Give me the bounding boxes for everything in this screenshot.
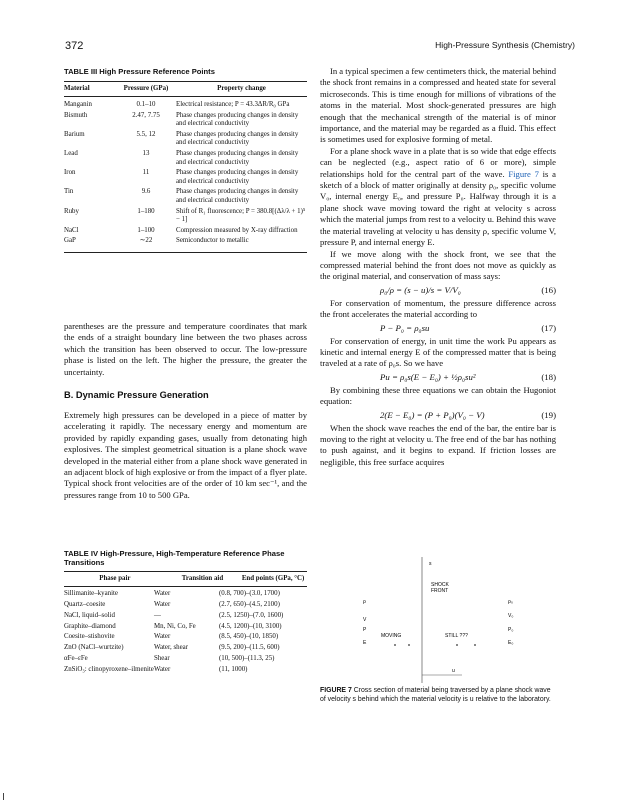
table-cell: 1–180 xyxy=(137,207,155,215)
equation-body: 2(E − E₀) = (P + P₀)(V₀ − V) xyxy=(380,409,485,420)
table-row xyxy=(64,612,307,623)
table-cell: (11, 1000) xyxy=(219,665,248,673)
table-row xyxy=(64,655,307,666)
table-row xyxy=(64,237,307,248)
table-cell: — xyxy=(154,611,161,619)
table-row xyxy=(64,169,307,188)
table-3-header: Property change xyxy=(217,85,266,92)
label-rho: ρ xyxy=(363,599,366,605)
table-row xyxy=(64,623,307,634)
table-3-header: Pressure (GPa) xyxy=(123,85,169,92)
table-row xyxy=(64,666,307,677)
equation-number: (18) xyxy=(541,371,556,382)
figure-7-link[interactable]: Figure 7 xyxy=(508,168,539,179)
table-cell: Semiconductor to metallic xyxy=(176,237,249,245)
table-cell: Sillimanite–kyanite xyxy=(64,590,118,598)
table-cell: (10, 500)–(11.3, 25) xyxy=(219,655,275,663)
table-3 xyxy=(64,67,307,253)
equation-17 xyxy=(320,322,556,335)
page-edge-mark xyxy=(3,793,4,800)
figure-caption-label: FIGURE 7 xyxy=(320,687,352,694)
page-number: 372 xyxy=(65,40,84,52)
table-cell: Phase changes producing changes in density and electrical conductivity xyxy=(176,112,299,128)
table-cell: 0.1–10 xyxy=(136,101,156,109)
table-cell: Mn, Ni, Co, Fe xyxy=(154,622,196,630)
table-row xyxy=(64,601,307,612)
table-3-grid xyxy=(64,85,307,93)
table-cell: Water xyxy=(154,601,171,609)
particle-dot xyxy=(394,644,396,646)
table-cell: Phase changes producing changes in density and electrical conductivity xyxy=(176,169,299,185)
label-e: E xyxy=(363,640,367,646)
table-cell: Compression measured by X-ray diffraction xyxy=(176,226,298,234)
paragraph: If we move along with the shock front, we see that the compressed material behind the front does not move as quickly as the original material, and conservation of mass says: xyxy=(320,248,556,282)
paragraph-text: For a plane shock wave in a plate that is so wide that edge effects can be neglected (e.g., aspect ratio of 6 or more), simple relationships hold for the central part of the wave. xyxy=(320,145,556,179)
figure-caption-text: Cross section of material being traversed by a plane shock wave of velocity s behind which the material velocity is u relative to the laboratory. xyxy=(320,687,551,703)
table-cell: Graphite–diamond xyxy=(64,622,116,630)
section-heading: B. Dynamic Pressure Generation xyxy=(64,390,209,401)
table-4-caption: TABLE IV High-Pressure, High-Temperature Reference Phase Transitions xyxy=(64,549,285,567)
table-cell: Phase changes producing changes in density and electrical conductivity xyxy=(176,150,299,166)
equation-number: (16) xyxy=(541,284,556,295)
label-p: P xyxy=(363,627,367,633)
table-row xyxy=(64,208,307,227)
table-cell: ∼22 xyxy=(139,237,153,245)
table-cell: Shift of R₁ fluorescence; P = 380.8[(Δλ/λ + 1)⁵ − 1] xyxy=(176,207,306,223)
table-cell: 5.5, 12 xyxy=(136,131,156,139)
left-text-1 xyxy=(64,321,307,501)
table-cell: 9.6 xyxy=(141,188,151,196)
paragraph: parentheses are the pressure and temperature coordinates that mark the ends of a straight boundary line between the two phases across which the transition has been observed to occur. The low-pressure phase is listed on the left. The higher the pressure, the greater the uncertainty. xyxy=(64,321,307,377)
table-row xyxy=(64,112,307,131)
table-cell: Water xyxy=(154,590,171,598)
table-cell: ZnSiO₃: clinopyroxene–ilmenite xyxy=(64,665,154,673)
equation-18 xyxy=(320,371,556,384)
table-4-header-row xyxy=(64,575,307,583)
table-cell: Ruby xyxy=(64,207,79,215)
equation-16 xyxy=(320,284,556,297)
table-cell: Barium xyxy=(64,131,85,139)
table-cell: Water xyxy=(154,633,171,641)
equation-body: Pu = ρ₀s(E − E₀) + ½ρ₀su² xyxy=(380,371,476,382)
table-cell: 13 xyxy=(142,150,150,158)
figure-7-diagram xyxy=(357,555,557,685)
table-4-body xyxy=(64,590,307,676)
table-cell: Iron xyxy=(64,169,76,177)
table-cell: (2.7, 650)–(4.5, 2100) xyxy=(219,601,280,609)
table-4-header: Phase pair xyxy=(99,575,131,582)
label-u: u xyxy=(452,668,455,674)
equation-number: (17) xyxy=(541,322,556,333)
running-title: High-Pressure Synthesis (Chemistry) xyxy=(435,40,575,50)
table-cell: 2.47, 7.75 xyxy=(132,112,160,120)
paragraph: In a typical specimen a few centimeters thick, the material behind the shock front remains in a compressed and heated state for several microseconds. This is time enough for millions of vibrations of the atoms in the material. Most shock-generated pressures are high enough that the mechanical strength of the material is of minor importance, and the material may be regarded as a fluid. This effect is sometimes used for explosive forming of metal. xyxy=(320,66,556,145)
label-shock: SHOCK xyxy=(431,582,449,588)
equation-19 xyxy=(320,409,556,422)
table-cell: Shear xyxy=(154,655,170,663)
label-e0: E₀ xyxy=(508,640,514,646)
table-cell: Manganin xyxy=(64,101,92,109)
equation-body: P − P₀ = ρ₀su xyxy=(380,322,430,333)
table-row xyxy=(64,633,307,644)
table-4-header: Transition aid xyxy=(181,575,224,582)
paragraph: For conservation of energy, in unit time the work Pu appears as kinetic and internal energy E of the compressed matter that is being traveled at a rate of ρ₀s. So we have xyxy=(320,335,556,369)
paragraph xyxy=(320,146,556,249)
table-cell: Lead xyxy=(64,150,78,158)
table-3-header: Material xyxy=(64,85,90,92)
table-cell: Phase changes producing changes in density and electrical conductivity xyxy=(176,131,299,147)
label-front: FRONT xyxy=(431,588,449,594)
table-3-header-row xyxy=(64,85,307,93)
table-cell: 1–100 xyxy=(137,226,155,234)
table-cell: Water, shear xyxy=(154,644,188,652)
equation-body: ρ₀/ρ = (s − u)/s = V/V₀ xyxy=(380,284,461,295)
label-p0: P₀ xyxy=(508,627,514,633)
table-3-body xyxy=(64,101,307,248)
table-row xyxy=(64,150,307,169)
label-v0: V₀ xyxy=(508,613,514,619)
figure-7-caption xyxy=(320,687,556,704)
table-cell: 11 xyxy=(142,169,150,177)
particle-dot xyxy=(474,644,476,646)
paragraph: Extremely high pressures can be developed in a piece of matter by accelerating it rapidly. The necessary energy and momentum are provided by rapidly expanding gases, usually from detonating high explosives. The simplest geometrical situation is a plane shock wave developed in the material either from a plane shock wave generated in an adjacent block of high explosive or from the impact of a flyer plate. Typical shock front velocities are of the order of 10 km sec⁻¹, and the pressures range from 10 to 500 GPa. xyxy=(64,410,307,500)
table-cell: (2.5, 1250)–(7.0, 1600) xyxy=(219,611,284,619)
right-text xyxy=(320,66,556,468)
particle-dot xyxy=(456,644,458,646)
table-cell: (9.5, 200)–(11.5, 600) xyxy=(219,644,280,652)
table-row xyxy=(64,131,307,150)
equation-number: (19) xyxy=(541,409,556,420)
table-cell: Quartz–coesite xyxy=(64,601,106,609)
table-4-header: End points (GPa, °C) xyxy=(241,575,305,582)
label-v: V xyxy=(363,617,367,623)
table-row xyxy=(64,227,307,238)
table-4 xyxy=(64,549,307,677)
paragraph: By combining these three equations we can obtain the Hugoniot equation: xyxy=(320,384,556,407)
table-cell: (8.5, 450)–(10, 1850) xyxy=(219,633,279,641)
paragraph: For conservation of momentum, the pressure difference across the front accelerates the material according to xyxy=(320,297,556,320)
paragraph: When the shock wave reaches the end of the bar, the entire bar is moving to the right at velocity u. The free end of the bar has nothing to push against, and it begins to expand. If friction losses are negligible, this free surface acquires xyxy=(320,422,556,467)
table-row xyxy=(64,188,307,207)
table-cell: Phase changes producing changes in density and electrical conductivity xyxy=(176,188,299,204)
label-s: s xyxy=(429,561,432,567)
table-cell: NaCl xyxy=(64,226,79,234)
label-rho0: ρ₀ xyxy=(508,599,513,605)
table-row xyxy=(64,101,307,112)
table-cell: Water xyxy=(154,665,171,673)
particle-dot xyxy=(408,644,410,646)
table-cell: Electrical resistance; P = 43.3ΔR/R₀ GPa xyxy=(176,101,290,109)
table-cell: Bismuth xyxy=(64,112,88,120)
table-3-caption: TABLE III High Pressure Reference Points xyxy=(64,67,215,76)
paragraph-text: is a sketch of a block of matter originally at density ρ₀, specific volume V₀, internal energy E₀, and pressure P₀. Halfway through it is a plane shock wave moving toward the right at velocity s across which the material jumps from rest to a velocity u. Behind this wave the material traveling at velocity u has density ρ, specific volume V, pressure P, and internal energy E. xyxy=(320,168,556,248)
table-cell: GaP xyxy=(64,237,76,245)
table-cell: (0.8, 700)–(3.0, 1700) xyxy=(219,590,280,598)
table-cell: Coesite–stishovite xyxy=(64,633,115,641)
table-row xyxy=(64,644,307,655)
table-4-grid xyxy=(64,575,307,583)
table-cell: NaCl, liquid–solid xyxy=(64,611,115,619)
table-row xyxy=(64,590,307,601)
table-cell: ZnO (NaCl–wurtzite) xyxy=(64,644,124,652)
label-still: STILL ??? xyxy=(445,633,468,639)
table-cell: αFe–εFe xyxy=(64,655,88,663)
table-cell: Tin xyxy=(64,188,74,196)
label-moving: MOVING xyxy=(381,633,402,639)
table-cell: (4.5, 1200)–(10, 3100) xyxy=(219,622,282,630)
